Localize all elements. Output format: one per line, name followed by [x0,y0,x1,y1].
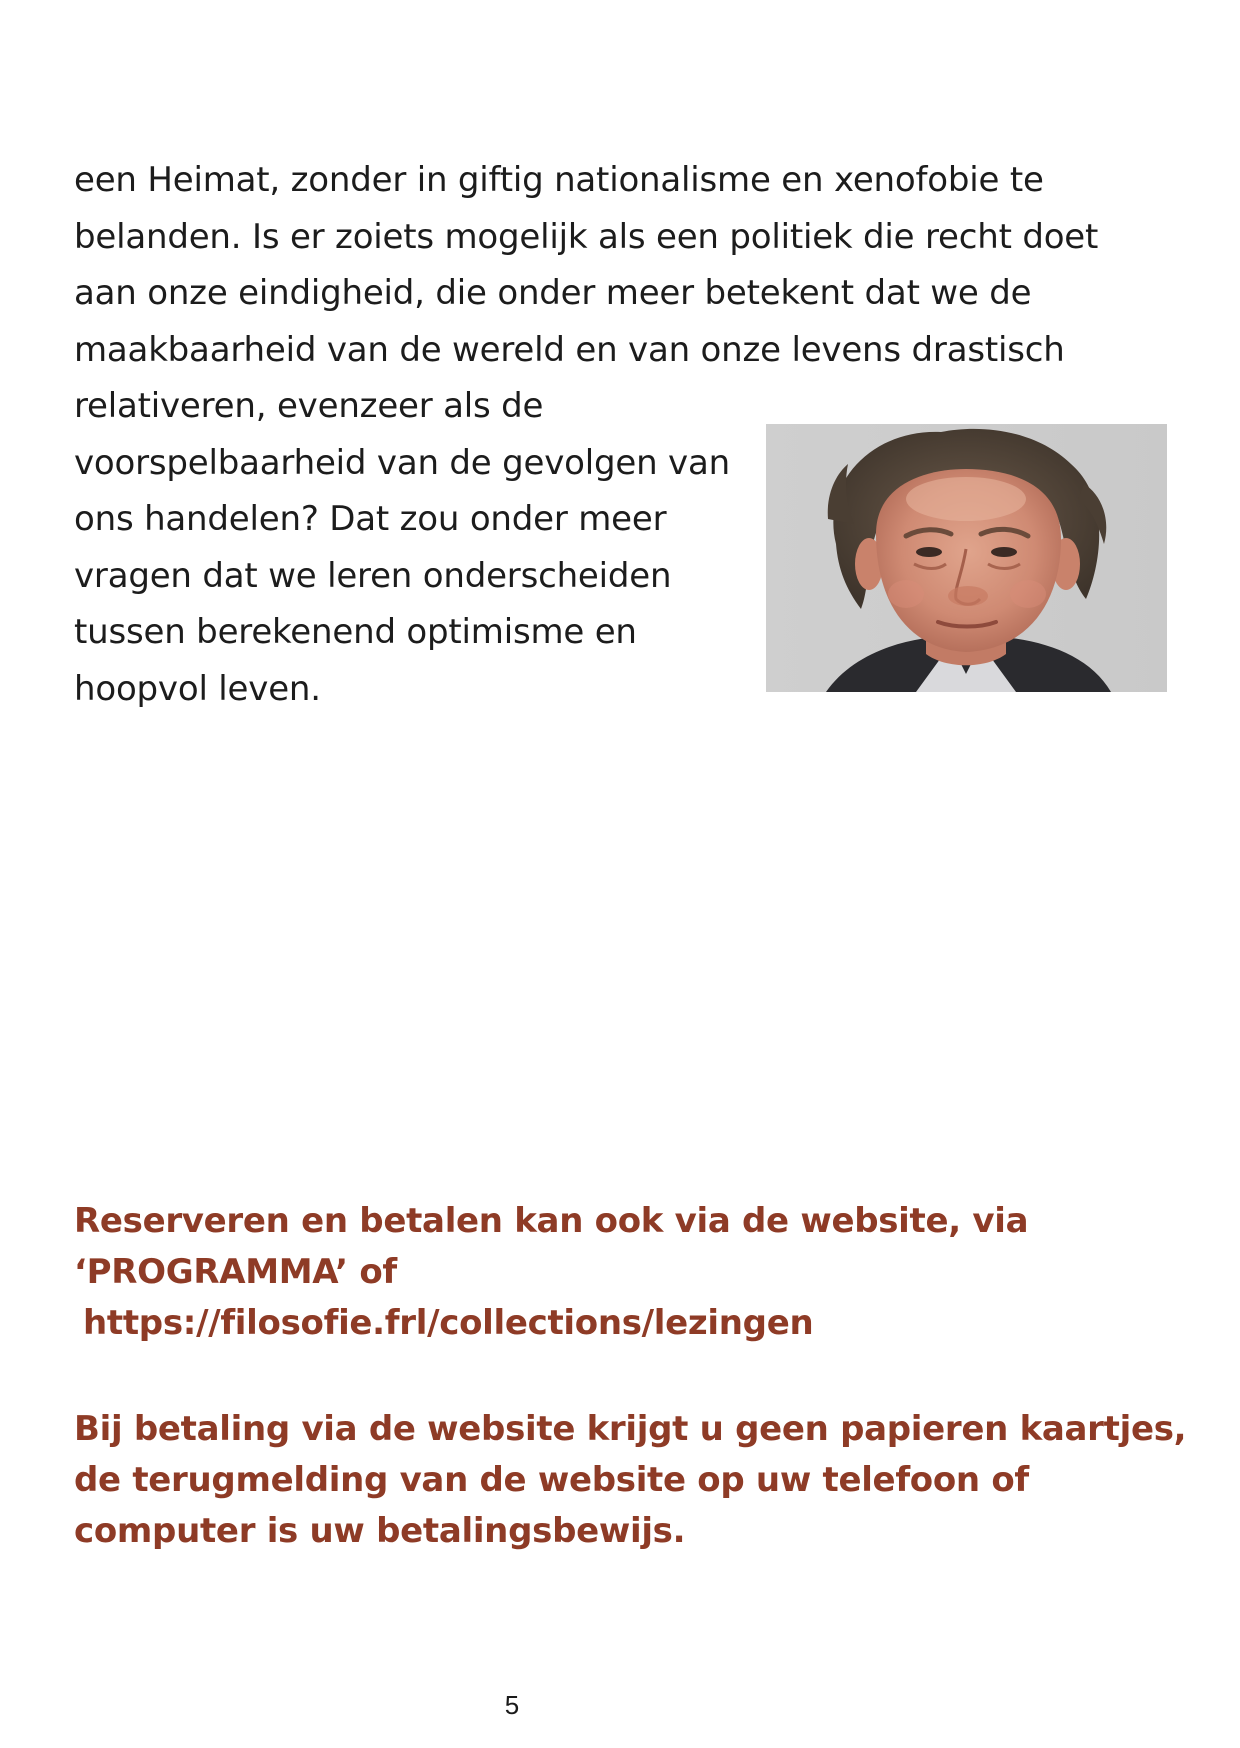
article-line: voorspelbaarheid van de gevolgen van [74,442,730,483]
article-line: aan onze eindigheid, die onder meer betekent dat we de [74,273,1032,313]
article-line: hoopvol leven. [74,668,321,709]
notice-line: Reserveren en betalen kan ook via de website, via [74,1201,1029,1241]
payment-notice [74,1404,1187,1557]
article-line: maakbaarheid van de wereld en van onze levens drastisch [74,329,1065,370]
article-line: ons handelen? Dat zou onder meer [74,499,667,539]
portrait-photo [766,424,1167,692]
article-line: belanden. Is er zoiets mogelijk als een politiek die recht doet [74,216,1099,257]
notice-line: de terugmelding van de website op uw telefoon of [74,1460,1029,1500]
notice-line: computer is uw betalingsbewijs. [74,1511,686,1551]
page-number: 5 [504,1690,520,1720]
website-link[interactable]: https://filosofie.frl/collections/lezingen [83,1303,814,1343]
person-portrait-icon [766,424,1167,692]
article-line: een Heimat, zonder in giftig nationalisme en xenofobie te [74,160,1044,200]
article-line: tussen berekenend optimisme en [74,612,637,652]
article-line: relativeren, evenzeer als de [74,386,544,426]
article-line: vragen dat we leren onderscheiden [74,555,672,596]
notice-line: ‘PROGRAMMA’ of [74,1252,397,1292]
notice-line: Bij betaling via de website krijgt u geen papieren kaartjes, [74,1409,1187,1449]
reservation-notice [74,1196,1174,1349]
